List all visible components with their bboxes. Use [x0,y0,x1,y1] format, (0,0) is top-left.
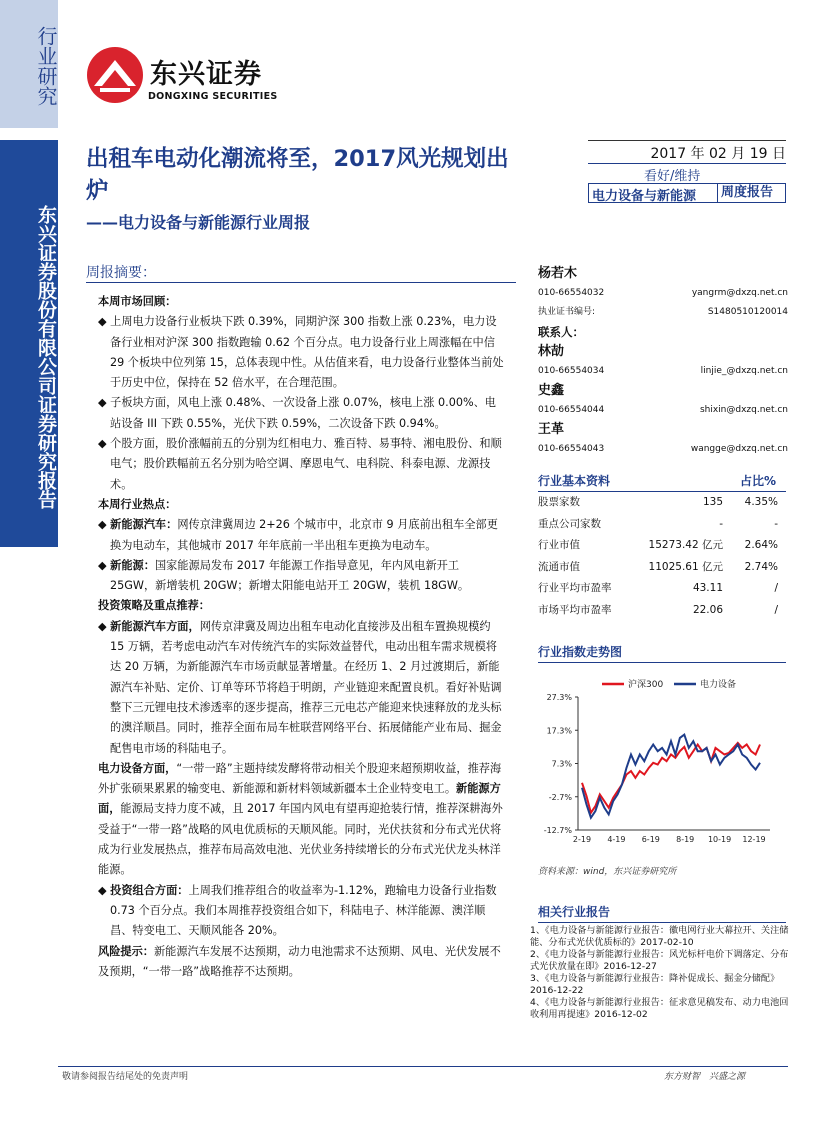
y-tick-label: -2.7% [548,792,572,802]
table-row: 行业市值 15273.42 亿元 2.64% [538,539,778,552]
analyst-cert-row: 执业证书编号: S1480510120014 [538,307,788,317]
sidebar-main-band [0,140,58,547]
bullet-paragraph: ◆ 子板块方面，风电上涨 0.48%、一次设备上涨 0.07%，核电上涨 0.00%、电站设备 III 下跌 0.55%，光伏下跌 0.59%，二次设备下跌 0.94%。 [98,396,496,430]
index-trend-chart [538,672,786,862]
industry-stats-table [538,472,786,622]
stats-header: 行业基本资料 占比% [538,472,786,492]
analyst-email[interactable]: shixin@dxzq.net.cn [699,405,788,415]
bullet-paragraph: ◆ 新能源汽车方面，网传京津冀及周边出租车电动化直接涉及出租车置换规模约 15 万辆，若考虑电动汽车对传统汽车的实际效益替代，电动出租车需求规模将达 20 万辆，为新能源汽车市场贡献显著增量。在经历 1、2 月过渡期后，新能源汽车补贴、定价、订单等环节将趋于明朗，产业链迎来配置良机。看好补贴调整下三元锂电技术渗透率的逐步提高，推荐三元电芯产能迎来快速释放的龙头标的澳洋顺昌。同时，推荐全面布局车桩联营网络平台、拓展储能产业布局、掘金配售电市场的科陆电子。 [98,619,502,755]
analyst-contact-row: 010-66554043 wangge@dxzq.net.cn [538,440,788,459]
list-item[interactable]: 3、《电力设备与新能源行业报告：降补促成长、掘金分储配》2016-12-22 [530,973,780,996]
related-reports-heading: 相关行业报告 [538,903,786,923]
paragraph: 电力设备方面，“一带一路”主题持续发酵将带动相关个股迎来超预期收益，推荐海外扩张硕果累累的输变电、新能源和新材料领域新疆本土企业特变电工。新能源方面，能源局支持力度不减，且 2017 年国内风电有望再迎抢装行情，推荐深耕海外受益于“一带一路”战略的风电优质标的天顺风能。同时，光伏扶贫和分布式光伏将成为行业发展热点，推荐布局高效电池、光伏业务持续增长的分布式光伏龙头林洋能源。 [98,761,503,877]
report-category-label: 行业研究 [34,26,58,106]
list-item[interactable]: 4、《电力设备与新能源行业报告：征求意见稿发布、动力电池回收利用再提速》2016-12-02 [530,997,789,1020]
report-date: 2017 年 02 月 19 日 [588,140,786,163]
y-tick-label: -12.7% [543,826,572,835]
bullet-paragraph: ◆ 新能源汽车：网传京津冀周边 2+26 个城市中，北京市 9 月底前出租车全部更换为电动车，其他城市 2017 年年底前一半出租车更换为电动车。 [98,518,498,552]
footer-divider [58,1066,788,1067]
report-subtitle: ——电力设备与新能源行业周报 [86,213,311,232]
table-row: 行业平均市盈率 43.11 / [538,582,778,595]
logo-text-cn: 东兴证券 [150,59,262,90]
x-tick-label: 6-19 [641,835,660,844]
x-tick-label: 2-19 [572,835,592,844]
bullet-paragraph: ◆ 上周电力设备行业板块下跌 0.39%，同期沪深 300 指数上涨 0.23%，电力设备行业相对沪深 300 指数跑输 0.62 个百分点。电力设备行业上周涨幅在中信 29 个板块中位列第 15，总体表现中性。从估值来看，电力设备行业整体当前处于历史中位，保持在 52 倍水平，在合理范围。 [98,315,504,390]
logo-text-en: DONGXING SECURITIES [148,91,278,102]
y-tick-label: 17.3% [546,726,572,736]
table-row: 重点公司家数 - - [538,517,778,530]
x-tick-label: 10-19 [707,835,732,844]
section-heading: 投资策略及重点推荐： [98,599,210,613]
analyst-contacts [538,264,788,459]
table-row: 流通市值 11025.61 亿元 2.74% [538,560,778,573]
chart-source: 资料来源：wind，东兴证券研究所 [538,867,677,877]
analyst-name: 杨若木 [538,266,578,281]
bullet-paragraph: ◆ 投资组合方面：上周我们推荐组合的收益率为-1.12%，跑输电力设备行业指数 0.73 个百分点。我们本周推荐投资组合如下，科陆电子、林洋能源、澳洋顺昌、特变电工、天顺风能各 20%。 [98,883,497,938]
bullet-paragraph: ◆ 个股方面，股价涨幅前五的分别为红相电力、雅百特、易事特、湘电股份、和顺电气；股价跌幅前五名分别为哈空调、摩恩电气、电科院、科泰电源、龙源技术。 [98,437,502,491]
summary-body [98,292,506,982]
analyst-email[interactable]: linjie_@dxzq.net.cn [700,366,788,376]
sidebar-top-band [0,0,58,128]
analyst-email[interactable]: wangge@dxzq.net.cn [690,444,788,454]
series-line [582,743,760,813]
section-heading: 本周市场回顾： [98,295,177,308]
chart-heading: 行业指数走势图 [538,643,786,663]
footer-slogan: 东方财智 兴盛之源 [664,1072,746,1082]
risk-paragraph: 风险提示：新能源汽车发展不达预期，动力电池需求不达预期、风电、光伏发展不及预期，“一带一路”战略推荐不达预期。 [98,944,501,978]
analyst-name: 史鑫 [538,383,565,398]
section-heading: 本周行业热点： [98,497,177,511]
legend-label: 电力设备 [700,680,737,690]
analyst-contact-row: 010-66554034 linjie_@dxzq.net.cn [538,362,788,381]
contact-label: 联系人： [538,325,584,339]
report-title: 出租车电动化潮流将至，2017风光规划出炉 [86,146,509,204]
divider [86,282,516,283]
analyst-name: 王革 [538,422,565,437]
summary-heading: 周报摘要： [86,265,156,281]
x-tick-label: 12-19 [742,835,766,844]
y-tick-label: 27.3% [546,693,572,702]
company-report-label: 东兴证券股份有限公司证券研究报告 [35,205,57,509]
logo-emblem-icon [86,46,144,104]
analyst-name: 林劼 [538,344,565,359]
legend-label: 沪深300 [628,680,664,690]
report-tags [588,183,786,203]
table-row: 股票家数 135 4.35% [538,496,778,508]
x-tick-label: 4-19 [607,835,626,844]
footer-disclaimer: 敬请参阅报告结尾处的免责声明 [62,1072,189,1082]
report-type-tag: 周度报告 [717,184,773,202]
y-tick-label: 7.3% [551,759,572,769]
industry-tag: 电力设备与新能源 [592,189,697,204]
x-tick-label: 8-19 [676,835,695,844]
list-item[interactable]: 1、《电力设备与新能源行业报告：徽电网行业大幕拉开、关注储能、分布式光伏优质标的》2017-02-10 [530,925,789,948]
analyst-email[interactable]: yangrm@dxzq.net.cn [691,288,788,298]
list-item[interactable]: 2、《电力设备与新能源行业报告：风光标杆电价下调落定、分布式光伏放量在即》2016-12-27 [530,949,789,972]
bullet-paragraph: ◆ 新能源：国家能源局发布 2017 年能源工作指导意见，年内风电新开工 25GW，新增装机 20GW；新增太阳能电站开工 20GW，装机 18GW。 [98,558,470,593]
related-reports-list [530,925,790,1021]
report-rating: 看好/维持 [588,163,786,184]
analyst-contact-row: 010-66554032 yangrm@dxzq.net.cn [538,284,788,303]
table-row: 市场平均市盈率 22.06 / [538,603,778,616]
company-logo [86,46,306,106]
analyst-contact-row: 010-66554044 shixin@dxzq.net.cn [538,401,788,420]
